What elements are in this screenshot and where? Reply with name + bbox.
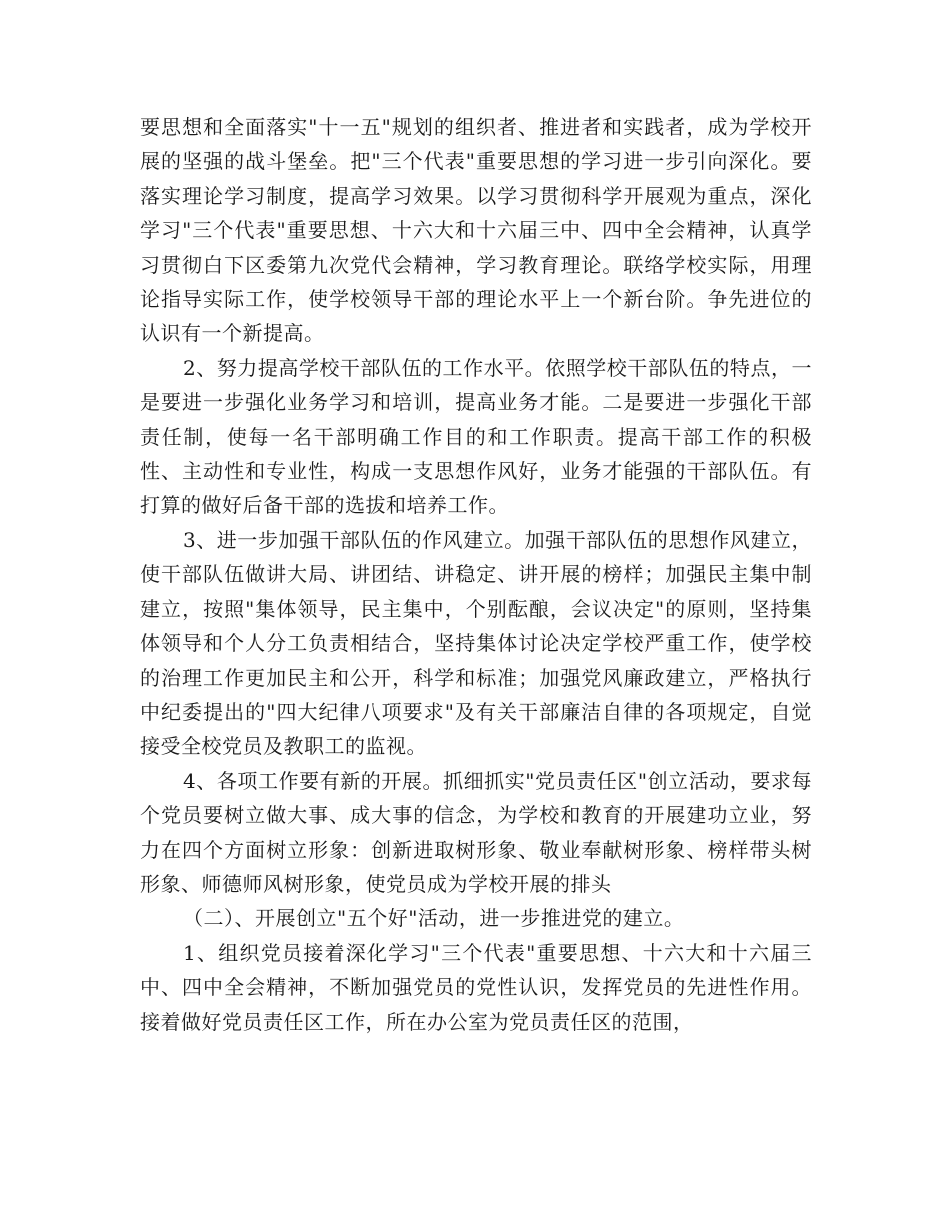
paragraph-item-2: 2、努力提高学校干部队伍的工作水平。依照学校干部队伍的特点，一是要进一步强化业务学习和培训，提高业务才能。二是要进一步强化干部责任制，使每一名干部明确工作目的和工作职责。提高干部工作的积极性、主动性和专业性，构成一支思想作风好，业务才能强的干部队伍。有打算的做好后备干部的选拔和培养工作。 — [140, 355, 812, 518]
paragraph-item-1: 1、组织党员接着深化学习"三个代表"重要思想、十六大和十六届三中、四中全会精神，不断加强党员的党性认识，发挥党员的先进性作用。接着做好党员责任区工作，所在办公室为党员责任区的范围， — [140, 940, 812, 1034]
paragraph-continuation: 要思想和全面落实"十一五"规划的组织者、推进者和实践者，成为学校开展的坚强的战斗堡垒。把"三个代表"重要思想的学习进一步引向深化。要落实理论学习制度，提高学习效果。以学习贯彻科学开展观为重点，深化学习"三个代表"重要思想、十六大和十六届三中、四中全会精神，认真学习贯彻白下区委第九次党代会精神，学习教育理论。联络学校实际，用理论指导实际工作，使学校领导干部的理论水平上一个新台阶。争先进位的认识有一个新提高。 — [140, 115, 812, 346]
section-heading: （二）、开展创立"五个好"活动，进一步推进党的建立。 — [183, 906, 685, 931]
document-body — [140, 110, 812, 1039]
paragraph-item-4: 4、各项工作要有新的开展。抓细抓实"党员责任区"创立活动，要求每个党员要树立做大事、成大事的信念，为学校和教育的开展建功立业，努力在四个方面树立形象：创新进取树形象、敬业奉献树形象、榜样带头树形象、师德师风树形象，使党员成为学校开展的排头 — [140, 768, 812, 896]
paragraph-item-3: 3、进一步加强干部队伍的作风建立。加强干部队伍的思想作风建立，使干部队伍做讲大局、讲团结、讲稳定、讲开展的榜样；加强民主集中制建立，按照"集体领导，民主集中，个别酝酿，会议决定"的原则，坚持集体领导和个人分工负责相结合，坚持集体讨论决定学校严重工作，使学校的治理工作更加民主和公开，科学和标准；加强党风廉政建立，严格执行中纪委提出的"四大纪律八项要求"及有关干部廉洁自律的各项规定，自觉接受全校党员及教职工的监视。 — [140, 527, 812, 759]
